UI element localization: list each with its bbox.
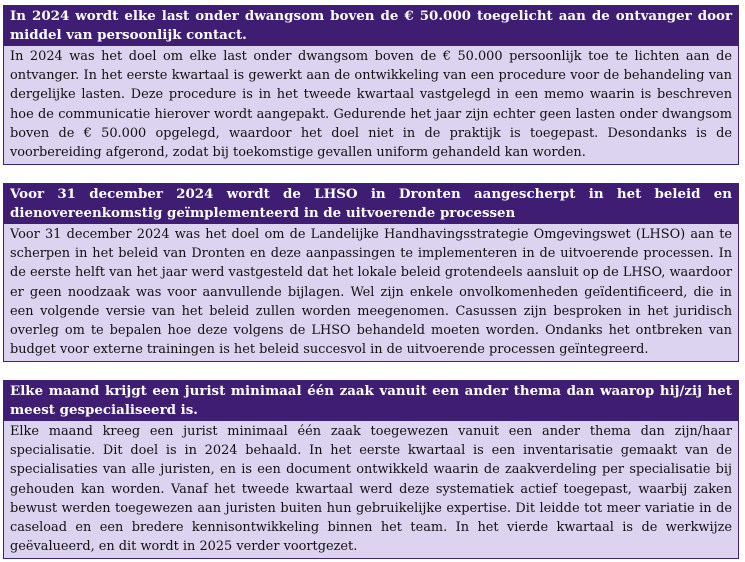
section-heading: Voor 31 december 2024 wordt de LHSO in Dronten aangescherpt in het beleid en dienovereenkomstig geïmplementeerd in de uitvoerende processen bbox=[4, 184, 738, 224]
section-body: In 2024 was het doel om elke last onder dwangsom boven de € 50.000 persoonlijk toe te lichten aan de ontvanger. In het eerste kwartaal is gewerkt aan de ontwikkeling van een procedure voor de behandeling van dergelijke lasten. Deze procedure is in het tweede kwartaal vastgelegd in een memo waarin is beschreven hoe de communicatie hierover wordt aangepakt. Gedurende het jaar zijn echter geen lasten onder dwangsom boven de € 50.000 opgelegd, waardoor het doel niet in de praktijk is toegepast. Desondanks is de voorbereiding afgerond, zodat bij toekomstige gevallen uniform gehandeld kan worden. bbox=[4, 46, 738, 164]
goal-section-lhso bbox=[3, 183, 739, 362]
goal-section-dwangsom bbox=[3, 5, 739, 165]
section-body: Elke maand kreeg een jurist minimaal één zaak toegewezen vanuit een ander thema dan zijn/haar specialisatie. Dit doel is in 2024 behaald. In het eerste kwartaal is een inventarisatie gemaakt van de specialisaties van alle juristen, en is een document ontwikkeld waarin de zaakverdeling per specialisatie bij gehouden kan worden. Vanaf het tweede kwartaal werd deze systematiek actief toegepast, waarbij zaken bewust werden toegewezen aan juristen buiten hun gebruikelijke expertise. Dit leidde tot meer variatie in de caseload en een bredere kennisontwikkeling binnen het team. In het vierde kwartaal is de werkwijze geëvalueerd, en dit wordt in 2025 verder voortgezet. bbox=[4, 421, 738, 558]
section-heading: In 2024 wordt elke last onder dwangsom boven de € 50.000 toegelicht aan de ontvanger door middel van persoonlijk contact. bbox=[4, 6, 738, 46]
goal-section-jurist bbox=[3, 380, 739, 559]
section-body: Voor 31 december 2024 was het doel om de Landelijke Handhavingsstrategie Omgevingswet (LHSO) aan te scherpen in het beleid van Dronten en deze aanpassingen te implementeren in de uitvoerende processen. In de eerste helft van het jaar werd vastgesteld dat het lokale beleid grotendeels aansluit op de LHSO, waardoor er geen noodzaak was voor aanvullende bijlagen. Wel zijn enkele onvolkomenheden geïdentificeerd, die in een volgende versie van het beleid zullen worden meegenomen. Casussen zijn besproken in het juridisch overleg om te bepalen hoe deze volgens de LHSO behandeld moeten worden. Ondanks het ontbreken van budget voor externe trainingen is het beleid succesvol in de uitvoerende processen geïntegreerd. bbox=[4, 224, 738, 361]
section-heading: Elke maand krijgt een jurist minimaal één zaak vanuit een ander thema dan waarop hij/zij het meest gespecialiseerd is. bbox=[4, 381, 738, 421]
